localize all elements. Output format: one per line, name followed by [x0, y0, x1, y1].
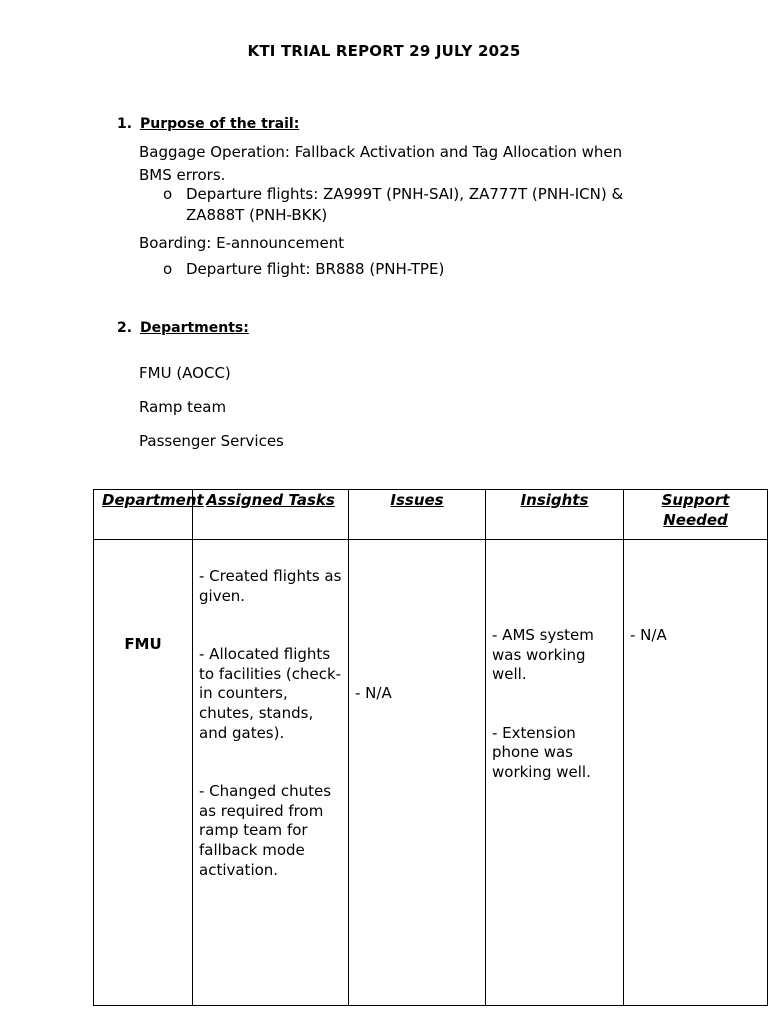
- report-table: [93, 489, 768, 1006]
- insight-item: - Extension phone was working well.: [492, 723, 591, 781]
- cell-support-needed: [624, 540, 768, 1006]
- insight-item: - AMS system was working well.: [492, 626, 594, 684]
- header-support-needed: Support Needed: [624, 490, 768, 540]
- purpose-item-baggage: [117, 141, 647, 187]
- department-item-fmu: [117, 362, 647, 385]
- header-assigned-tasks: Assigned Tasks: [193, 490, 349, 540]
- report-title: KTI TRIAL REPORT 29 JULY 2025: [247, 42, 521, 60]
- header-department: Department: [94, 490, 193, 540]
- sub-bullet-icon: o: [163, 185, 173, 203]
- cell-assigned-tasks: [193, 540, 349, 1006]
- purpose-subitem-baggage-flights: [163, 184, 643, 226]
- section-2-number: 2.: [117, 320, 133, 336]
- section-2-title: Departments:: [140, 320, 249, 336]
- purpose-subitem-text: Departure flight: BR888 (PNH-TPE): [186, 260, 445, 278]
- cell-insights: [486, 540, 624, 1006]
- issues-text: - N/A: [355, 684, 392, 702]
- department-item-ramp: [117, 396, 647, 419]
- cell-issues: [349, 540, 486, 1006]
- section-1-title: Purpose of the trail:: [140, 116, 300, 132]
- task-item: - Changed chutes as required from ramp team for fallback mode activation.: [199, 782, 332, 879]
- purpose-subitem-text: Departure flights: ZA999T (PNH-SAI), ZA777T (PNH-ICN) & ZA888T (PNH-BKK): [186, 185, 624, 224]
- section-2-heading: [117, 320, 249, 336]
- support-text: - N/A: [630, 626, 667, 644]
- purpose-item-text: Baggage Operation: Fallback Activation and Tag Allocation when BMS errors.: [139, 143, 623, 184]
- header-issues: Issues: [349, 490, 486, 540]
- table-row: [94, 540, 768, 1006]
- header-insights: Insights: [486, 490, 624, 540]
- section-1-number: 1.: [117, 116, 133, 132]
- department-item-text: Passenger Services: [139, 432, 284, 450]
- department-item-text: Ramp team: [139, 398, 227, 416]
- sub-bullet-icon: o: [163, 260, 173, 278]
- section-1-heading: [117, 116, 299, 132]
- task-item: - Created flights as given.: [199, 567, 342, 605]
- department-item-passenger-services: [117, 430, 647, 453]
- cell-department: FMU: [94, 540, 193, 1006]
- purpose-subitem-boarding-flight: [163, 259, 643, 280]
- department-item-text: FMU (AOCC): [139, 364, 231, 382]
- purpose-item-text: Boarding: E-announcement: [139, 234, 345, 252]
- task-item: - Allocated flights to facilities (check-in counters, chutes, stands, and gates).: [199, 645, 342, 742]
- purpose-item-boarding: [117, 232, 647, 255]
- table-header-row: [94, 490, 768, 540]
